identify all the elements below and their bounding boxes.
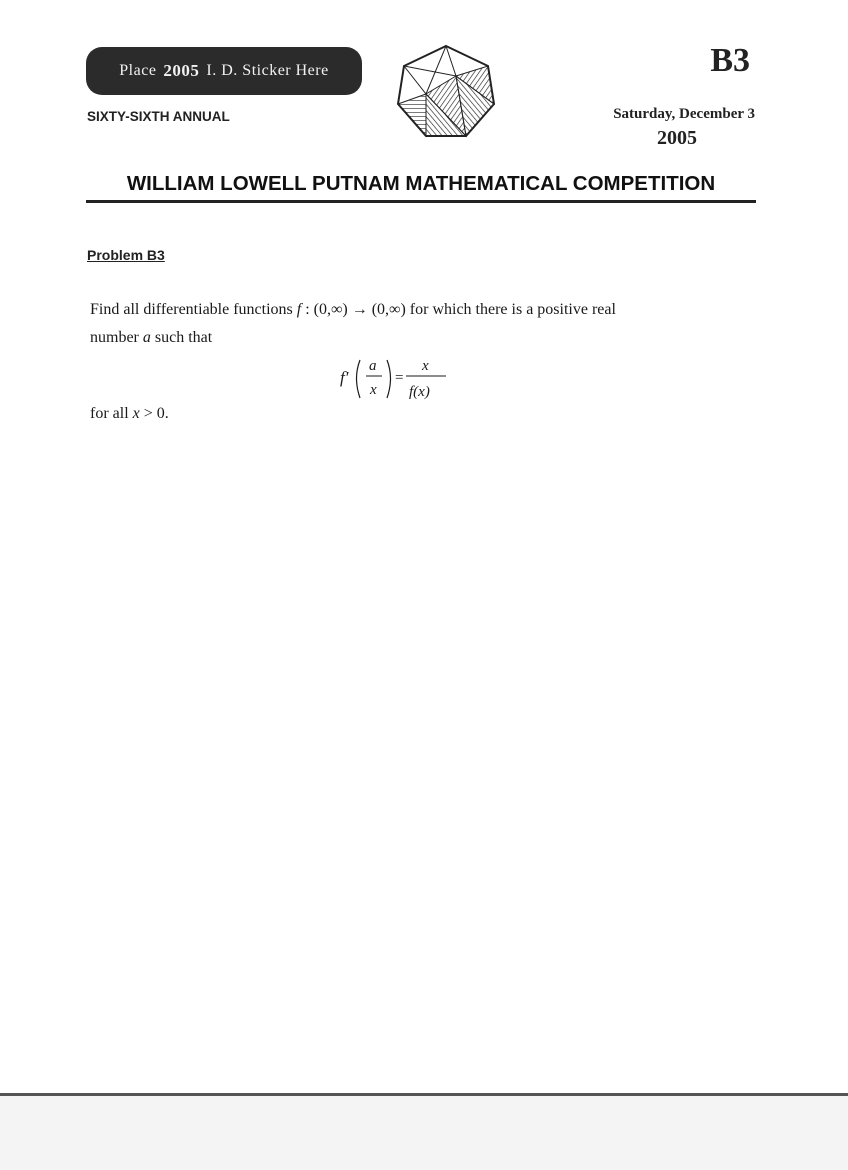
- forall-condition: > 0.: [139, 405, 169, 422]
- sticker-prefix: Place: [119, 62, 157, 79]
- right-paren: [387, 360, 391, 398]
- equation-lhs-denominator: x: [370, 382, 377, 398]
- problem-code: B3: [710, 42, 750, 79]
- domain-condition: [90, 405, 169, 423]
- equation-rhs-numerator: x: [422, 358, 429, 374]
- id-sticker-placeholder: [86, 47, 362, 95]
- competition-title: WILLIAM LOWELL PUTNAM MATHEMATICAL COMPETITION: [126, 172, 716, 195]
- statement-text-2: for which there is a positive real: [409, 301, 616, 318]
- scan-page-edge: [0, 1093, 848, 1096]
- problem-statement: [90, 296, 730, 352]
- problem-heading: Problem B3: [87, 247, 165, 263]
- exam-date: Saturday, December 3: [613, 106, 755, 122]
- function-symbol: f: [296, 301, 302, 318]
- equation-lhs-function: f′: [340, 368, 349, 387]
- domain-mapping: : (0,∞) → (0,∞): [301, 301, 410, 318]
- statement-text-4: such that: [154, 329, 213, 346]
- annual-label: SIXTY-SIXTH ANNUAL: [87, 109, 230, 124]
- left-paren: [357, 360, 361, 398]
- sticker-suffix: I. D. Sticker Here: [206, 62, 329, 79]
- title-underline-rule: [86, 200, 756, 203]
- equation-rhs-denominator: f(x): [409, 384, 430, 400]
- equation-lhs-numerator: a: [369, 358, 377, 374]
- constant-symbol: a: [142, 329, 151, 346]
- functional-equation: [338, 352, 458, 404]
- forall-variable: x: [132, 405, 140, 422]
- icosahedron-logo-icon: [396, 44, 496, 138]
- forall-text: for all: [90, 405, 129, 422]
- equation-equals: =: [395, 370, 404, 386]
- statement-text-1: Find all differentiable functions: [90, 301, 293, 318]
- scan-bottom-margin: [0, 1095, 848, 1170]
- statement-text-3: number: [90, 329, 139, 346]
- exam-year: 2005: [657, 127, 697, 149]
- sticker-year: 2005: [163, 61, 200, 80]
